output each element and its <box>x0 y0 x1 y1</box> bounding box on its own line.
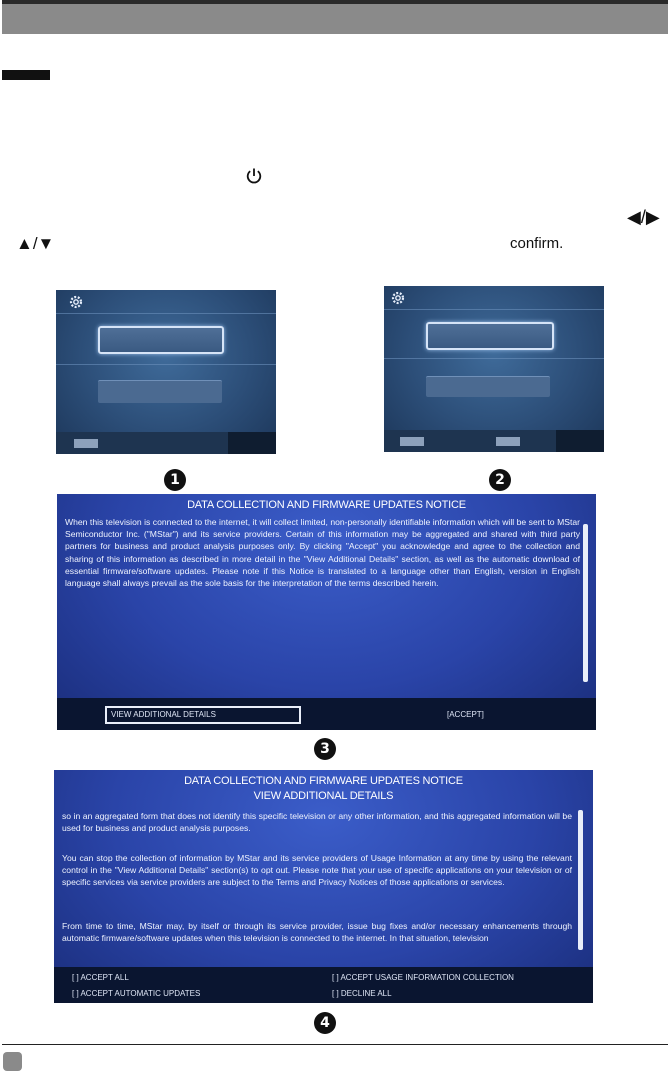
menu-divider <box>56 313 276 314</box>
footer-button[interactable] <box>496 437 520 446</box>
menu-item-selected[interactable] <box>98 326 224 354</box>
tv-footer-bar <box>384 430 604 452</box>
step-number-3: 3 <box>314 738 336 760</box>
notice-screen-step-4 <box>54 770 593 1003</box>
menu-item[interactable] <box>426 376 550 397</box>
notice-subtitle: VIEW ADDITIONAL DETAILS <box>253 790 394 802</box>
accept-usage-option[interactable]: [ ] ACCEPT USAGE INFORMATION COLLECTION <box>332 973 514 982</box>
footer-rule <box>2 1044 668 1045</box>
left-right-arrows-icon: ◀/▶ <box>627 207 660 227</box>
menu-divider <box>56 364 276 365</box>
menu-divider <box>384 309 604 310</box>
notice-title: DATA COLLECTION AND FIRMWARE UPDATES NOTICE <box>184 775 463 787</box>
notice-paragraph-3: From time to time, MStar may, by itself or through its service provider, issue bug fixes and/or necessary enhancements through automatic firmware/software updates when this television is connected to the internet. In that situation, television <box>62 921 572 944</box>
notice-paragraph-2: You can stop the collection of information by MStar and its service providers of Usage Information at any time by using the relevant control in the "View Additional Details" section(s) to opt out. Please note that your use of specific applications on your television or of specific services via service providers are subject to the Terms and Privacy Notices of those applications or services. <box>62 853 572 888</box>
scrollbar[interactable] <box>583 524 588 682</box>
footer-button[interactable] <box>400 437 424 446</box>
step-number-2: 2 <box>489 469 511 491</box>
page-header-bar <box>2 0 668 34</box>
tv-screen-step-2 <box>384 286 604 452</box>
up-down-arrows-icon: ▲/▼ <box>16 234 55 253</box>
step-number-4: 4 <box>314 1012 336 1034</box>
footer-dark-segment <box>228 432 276 454</box>
gear-icon <box>68 294 84 310</box>
confirm-text: confirm. <box>510 235 564 252</box>
notice-footer <box>57 698 596 730</box>
notice-body: When this television is connected to the internet, it will collect limited, non-personally identifiable information which will be sent to MStar Semiconductor Inc. ("MStar") and its service providers. Certain of this information may be aggregated and shared with third party partners for business and product analysis purposes only. By clicking "Accept" you acknowledge and agree to the collection and sharing of this information as described in more detail in the "View Additional Details" section, as well as the automatic download of essential firmware/software updates. Please note if this Notice is translated to a language other than English, version in English language shall always prevail as the sole basis for the interpretation of the terms described herein. <box>65 517 580 589</box>
tv-footer-bar <box>56 432 276 454</box>
power-icon <box>244 166 264 186</box>
section-marker <box>2 70 50 80</box>
menu-divider <box>384 358 604 359</box>
decline-all-option[interactable]: [ ] DECLINE ALL <box>332 989 392 998</box>
notice-options-footer <box>54 967 593 1003</box>
accept-button[interactable]: [ACCEPT] <box>447 710 484 719</box>
menu-item-selected[interactable] <box>426 322 554 350</box>
menu-item[interactable] <box>98 380 222 403</box>
notice-title: DATA COLLECTION AND FIRMWARE UPDATES NOTICE <box>187 499 466 511</box>
view-additional-details-button[interactable]: VIEW ADDITIONAL DETAILS <box>111 710 216 719</box>
notice-paragraph-1: so in an aggregated form that does not identify this specific television or any other information, and this aggregated information will be used for business and product analysis purposes. <box>62 811 572 834</box>
footer-dark-segment <box>556 430 604 452</box>
accept-all-option[interactable]: [ ] ACCEPT ALL <box>72 973 129 982</box>
step-number-1: 1 <box>164 469 186 491</box>
scrollbar[interactable] <box>578 810 583 950</box>
footer-button[interactable] <box>74 439 98 448</box>
tv-screen-step-1 <box>56 290 276 454</box>
notice-screen-step-3 <box>57 494 596 730</box>
page-marker-icon <box>3 1052 22 1071</box>
accept-updates-option[interactable]: [ ] ACCEPT AUTOMATIC UPDATES <box>72 989 201 998</box>
gear-icon <box>390 290 406 306</box>
